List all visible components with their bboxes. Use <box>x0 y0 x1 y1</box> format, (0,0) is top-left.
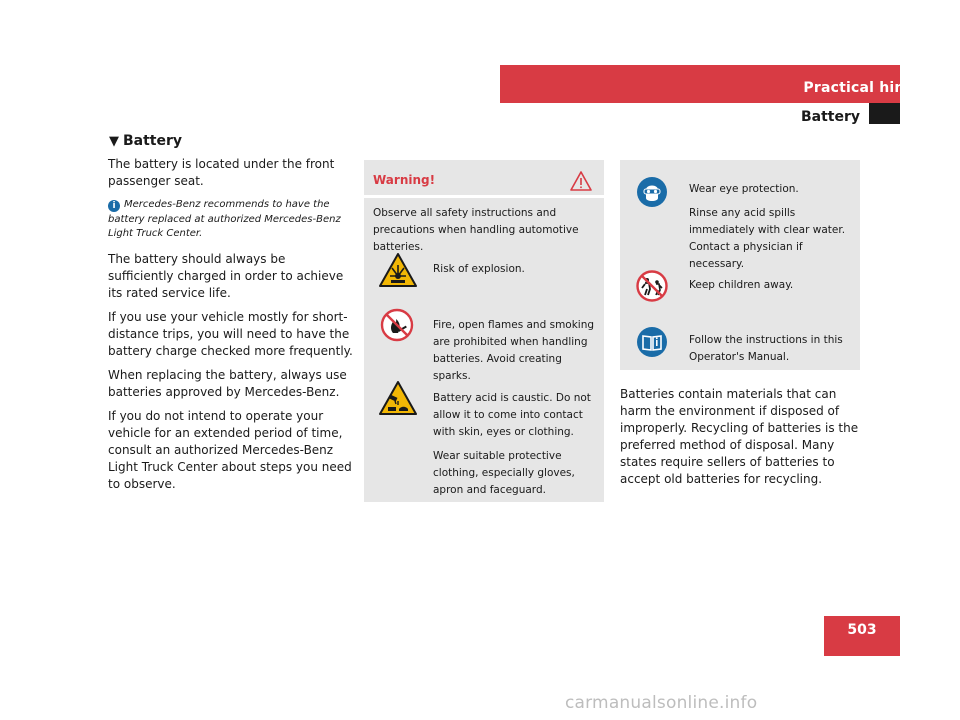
column-1 <box>108 156 353 500</box>
info-note-text: Mercedes-Benz recommends to have the battery replaced at authorized Mercedes-Benz Light Truck Center. <box>108 199 341 239</box>
explosion-icon <box>378 252 418 288</box>
page-number: 503 <box>847 622 877 638</box>
subsection-title: Battery <box>800 109 860 125</box>
info-icon: i <box>108 200 120 212</box>
warning-item-text: Wear suitable protective clothing, especially gloves, apron and faceguard. <box>433 450 575 496</box>
paragraph: If you use your vehicle mostly for short-distance trips, you will need to have the battery charge checked more frequently. <box>108 309 353 358</box>
info-item-text: Keep children away. <box>689 279 794 291</box>
warning-item-text-block <box>433 390 601 506</box>
column-3-paragraph: Batteries contain materials that can harm the environment if disposed of improperly. Recycling of batteries is the preferred method of disposal. Many states require sellers of batteries to accept old batteries for recycling. <box>620 387 859 486</box>
warning-intro: Observe all safety instructions and precautions when handling automotive batteries. <box>373 207 579 253</box>
heading-title: Battery <box>123 133 183 149</box>
warning-item-text: Risk of explosion. <box>433 263 525 275</box>
paragraph: The battery should always be sufficiently charged in order to achieve its rated service life. <box>108 251 344 300</box>
info-note <box>108 198 353 242</box>
info-box <box>620 160 860 370</box>
page-number-box <box>824 616 900 656</box>
info-item-text-block <box>689 181 857 278</box>
header-block <box>869 103 900 124</box>
warning-triangle-icon <box>569 170 593 192</box>
heading-marker: ▼ <box>109 134 119 149</box>
warning-box <box>364 160 604 502</box>
paragraph: When replacing the battery, always use batteries approved by Mercedes-Benz. <box>108 367 347 399</box>
info-item-text: Wear eye protection. <box>689 183 799 195</box>
page-heading <box>109 133 182 149</box>
no-fire-icon <box>380 308 414 342</box>
paragraph: If you do not intend to operate your vehicle for an extended period of time, consult an authorized Mercedes-Benz Light Truck Center about steps you need to observe. <box>108 408 352 491</box>
watermark: carmanualsonline.info <box>565 693 758 713</box>
warning-title: Warning! <box>373 173 436 187</box>
paragraph: The battery is located under the front passenger seat. <box>108 157 335 188</box>
eye-protection-icon <box>636 176 668 208</box>
keep-children-away-icon <box>636 270 668 302</box>
warning-item-text: Battery acid is caustic. Do not allow it to come into contact with skin, eyes or clothing. <box>433 392 591 438</box>
warning-divider <box>364 195 604 198</box>
section-title: Practical hints <box>803 80 920 96</box>
warning-item-text: Fire, open flames and smoking are prohibited when handling batteries. Avoid creating sparks. <box>433 319 595 382</box>
info-item-text: Rinse any acid spills immediately with clear water. Contact a physician if necessary. <box>689 207 846 270</box>
info-item-text: Follow the instructions in this Operator's Manual. <box>689 334 843 363</box>
corrosive-icon <box>378 380 418 416</box>
manual-icon <box>636 326 668 358</box>
